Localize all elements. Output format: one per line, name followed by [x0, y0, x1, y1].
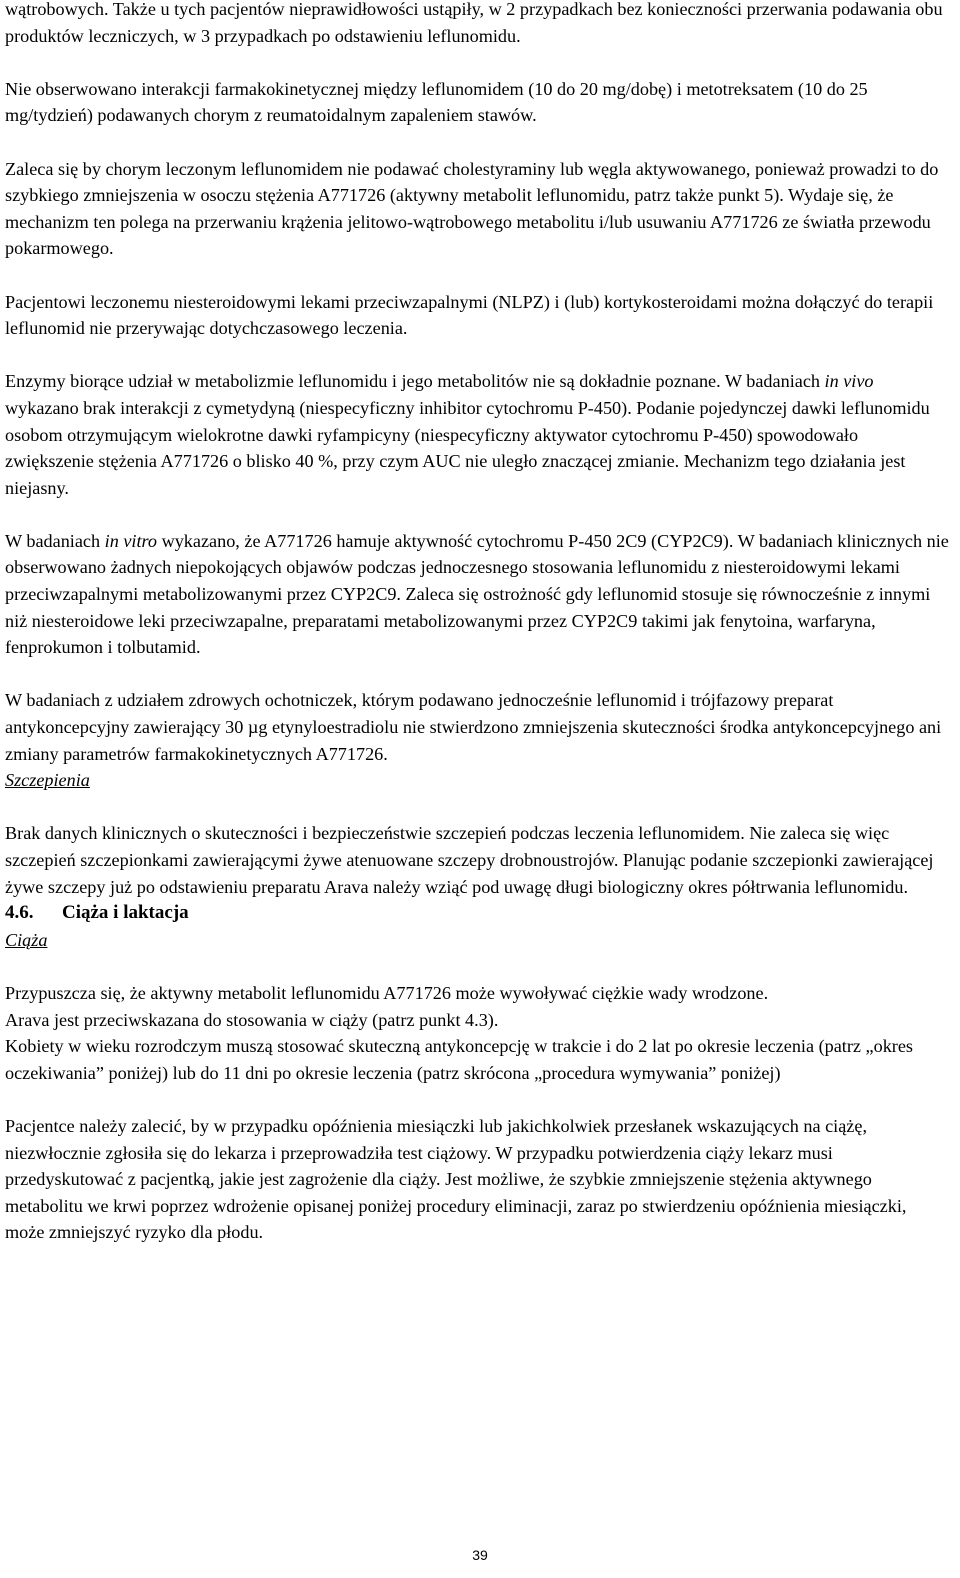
- page-number: 39: [472, 1547, 488, 1563]
- subheading-vaccinations: [5, 767, 950, 794]
- paragraph-cyp2c9-text-b: wykazano, że A771726 hamuje aktywność cytochromu P-450 2C9 (CYP2C9). W badaniach klinicznych nie obserwowano żadnych niepokojących objawów podczas jednoczesnego stosowania leflunomidu z niesteroidowymi lekami przeciwzapalnymi metabolizowanymi przez CYP2C9. Zaleca się ostrożność gdy leflunomid stosuje się równocześnie z innymi niż niesteroidowe leki przeciwzapalne, preparatami metabolizowanymi przez CYP2C9 takimi jak fenytoina, warfaryna, fenprokumon i tolbutamid.: [5, 530, 949, 658]
- section-title: Ciąża i laktacja: [62, 902, 189, 924]
- paragraph-enzymes-text-b: wykazano brak interakcji z cymetydyną (niespecyficzny inhibitor cytochromu P-450). Podanie pojedynczej dawki leflunomidu osobom otrzymującym wielokrotne dawki ryfampicyny (niespecyficzny aktywator cytochromu P-450) spowodowało zwiększenie stężenia A771726 o blisko 40 %, przy czym AUC nie uległo znaczącej zmianie. Mechanizm tego działania jest niejasny.: [5, 397, 930, 498]
- subheading-pregnancy-text: Ciąża: [5, 929, 48, 950]
- paragraph-cholestyramine: Zaleca się by chorym leczonym leflunomidem nie podawać cholestyraminy lub węgla aktywowanego, ponieważ prowadzi to do szybkiego zmniejszenia w osoczu stężenia A771726 (aktywny metabolit leflunomidu, patrz także punkt 5). Wydaje się, że mechanizm ten polega na przerwaniu krążenia jelitowo-wątrobowego metabolitu i/lub usuwaniu A771726 ze światła przewodu pokarmowego.: [5, 158, 939, 259]
- paragraph-contraceptive-study: W badaniach z udziałem zdrowych ochotniczek, którym podawano jednocześnie leflunomid i trójfazowy preparat antykoncepcyjny zawierający 30 µg etynyloestradiolu nie stwierdzono zmniejszenia skuteczności środka antykoncepcyjnego ani zmiany parametrów farmakokinetycznych A771726.: [5, 690, 942, 764]
- section-heading: [5, 900, 950, 927]
- in-vivo-term: in vivo: [824, 371, 874, 392]
- section-number: 4.6.: [5, 902, 34, 924]
- paragraph-contraception-requirement: Kobiety w wieku rozrodczym muszą stosować skuteczną antykoncepcję w trakcie i do 2 lat po okresie leczenia (patrz „okres oczekiwania” poniżej) lub do 11 dni po okresie leczenia (patrz skrócona „procedura wymywania” poniżej): [5, 1036, 914, 1083]
- subheading-pregnancy: [5, 927, 950, 954]
- paragraph-contraindication: Arava jest przeciwskazana do stosowania w ciąży (patrz punkt 4.3).: [5, 1009, 499, 1030]
- paragraph-vaccinations: Brak danych klinicznych o skuteczności i bezpieczeństwie szczepień podczas leczenia leflunomidem. Nie zaleca się więc szczepień szczepionkami zawierającymi żywe atenuowane szczepy drobnoustrojów. Planując podanie szczepionki zawierającej żywe szczepy już po odstawieniu preparatu Arava należy wziąć pod uwagę długi biologiczny okres półtrwania leflunomidu.: [5, 823, 934, 897]
- paragraph-enzymes-metabolism: [5, 368, 950, 501]
- paragraph-birth-defects: Przypuszcza się, że aktywny metabolit leflunomidu A771726 może wywoływać ciężkie wady wrodzone.: [5, 982, 769, 1003]
- in-vitro-term: in vitro: [104, 530, 158, 551]
- paragraph-methotrexate-interaction: Nie obserwowano interakcji farmakokinetycznej między leflunomidem (10 do 20 mg/dobę) i metotreksatem (10 do 25 mg/tydzień) podawanych chorym z reumatoidalnym zapaleniem stawów.: [5, 78, 868, 126]
- paragraph-cyp2c9-text-a: W badaniach: [5, 530, 105, 551]
- paragraph-pregnancy-test: Pacjentce należy zalecić, by w przypadku opóźnienia miesiączki lub jakichkolwiek przesłanek wskazujących na ciążę, niezwłocznie zgłosiła się do lekarza i przeprowadziła test ciążowy. W przypadku potwierdzenia ciąży lekarz musi przedyskutować z pacjentką, jakie jest zagrożenie dla ciąży. Jest możliwe, że szybkie zmniejszenie stężenia aktywnego metabolitu we krwi poprzez wdrożenie opisanej poniżej procedury eliminacji, zaraz po stwierdzeniu opóźnienia miesiączki, może zmniejszyć ryzyko dla płodu.: [5, 1115, 907, 1243]
- paragraph-enzymes-text-a: Enzymy biorące udział w metabolizmie leflunomidu i jego metabolitów nie są dokładnie poznane. W badaniach: [5, 371, 825, 392]
- paragraph-nsaid-combination: Pacjentowi leczonemu niesteroidowymi lekami przeciwzapalnymi (NLPZ) i (lub) kortykosteroidami można dołączyć do terapii leflunomid nie przerywając dotychczasowego leczenia.: [5, 291, 934, 339]
- paragraph-liver-recovery: wątrobowych. Także u tych pacjentów nieprawidłowości ustąpiły, w 2 przypadkach bez konieczności przerwania podawania obu produktów leczniczych, w 3 przypadkach po odstawieniu leflunomidu.: [5, 0, 943, 46]
- subheading-vaccinations-text: Szczepienia: [5, 770, 90, 791]
- paragraph-cyp2c9: [5, 528, 950, 661]
- document-page: [5, 0, 950, 1246]
